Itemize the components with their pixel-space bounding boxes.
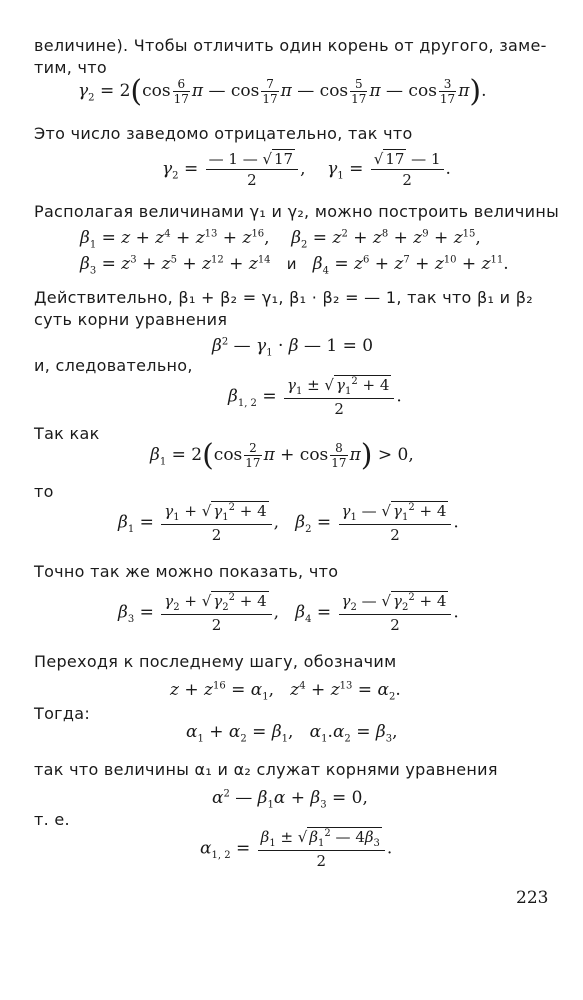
paragraph-line: Точно так же можно показать, что (34, 562, 339, 581)
and-word: и (286, 255, 297, 273)
equation-gamma2-cos: $\gamma_2 = 2(\cos$ $\frac{6}{17}$ π — cos $\frac{7}{17}$ π — cos $\frac{5}{17}$ π — cos $\frac{3}{17}$ π). (78, 74, 487, 109)
equation-beta1-positive: $\beta_1 = 2(\cos$ $\frac{2}{17}$ π + cos $\frac{8}{17}$ π) > 0, (150, 438, 414, 473)
page-number: 223 (516, 888, 549, 908)
paragraph-line: величине). Чтобы отличить один корень от другого, заме- (34, 36, 547, 55)
paragraph-line: т. е. (34, 810, 70, 829)
paragraph-line: тим, что (34, 58, 107, 77)
paragraph-line: Переходя к последнему шагу, обозначим (34, 652, 397, 671)
equation-quadratic-beta: $\beta^2$ — $\gamma_1 \cdot \beta$ — 1 = 0 (212, 336, 374, 359)
paragraph-line: и, следовательно, (34, 356, 193, 375)
paragraph-line: Это число заведомо отрицательно, так что (34, 124, 413, 143)
equation-quadratic-alpha: $\alpha^2$ — $\beta_1\alpha + \beta_3 = 0$, (212, 788, 368, 811)
equation-alpha12-roots: $\alpha_{1, 2}$ = $\frac{\beta_1 \pm √ \beta_1^2 — 4\beta_3}{2}$ . (200, 828, 393, 870)
equation-beta3-beta4: $\beta_3 = z^3 + z^5 + z^{12} + z^{14}$ и $\beta_4 = z^6 + z^7 + z^{10} + z^{11}$. (80, 254, 509, 277)
equation-alpha-definitions: $z + z^{16} = \alpha_1$, $z^4 + z^{13} = \alpha_2$. (170, 680, 401, 703)
equation-gamma-values: $\gamma_2$ = $\frac{— 1 — √ 17}{2}$ , $\gamma_1$ = $\frac{√ 17 — 1}{2}$ . (162, 150, 451, 189)
equation-alpha-sum-product: $\alpha_1 + \alpha_2 = \beta_1$, $\alpha_1.\alpha_2 = \beta_3$, (186, 722, 398, 745)
paragraph-line: Тогда: (34, 704, 91, 723)
paragraph-line: суть корни уравнения (34, 310, 228, 329)
equation-beta1-beta2-values: $\beta_1$ = $\frac{\gamma_1 + √ \gamma_1^2 + 4}{2}$ , $\beta_2$ = $\frac{\gamma_1 — √ \gamma_1^2 + 4}{2}$ . (118, 502, 459, 544)
paragraph-line: Действительно, β₁ + β₂ = γ₁, β₁ · β₂ = — 1, так что β₁ и β₂ (34, 288, 533, 307)
equation-beta3-beta4-values: $\beta_3$ = $\frac{\gamma_2 + √ \gamma_2^2 + 4}{2}$ , $\beta_4$ = $\frac{\gamma_2 — √ \gamma_2^2 + 4}{2}$ . (118, 592, 459, 634)
paragraph-line: так что величины α₁ и α₂ служат корнями уравнения (34, 760, 498, 779)
paragraph-line: то (34, 482, 54, 501)
paragraph-line: Располагая величинами γ₁ и γ₂, можно построить величины (34, 202, 560, 221)
equation-beta12-roots: $\beta_{1, 2}$ = $\frac{\gamma_1 \pm √ \gamma_1^2 + 4}{2}$ . (228, 376, 402, 418)
equation-beta1-beta2: $\beta_1 = z + z^4 + z^{13} + z^{16}$, $\beta_2 = z^2 + z^8 + z^9 + z^{15}$, (80, 228, 481, 251)
paragraph-line: Так как (34, 424, 100, 443)
